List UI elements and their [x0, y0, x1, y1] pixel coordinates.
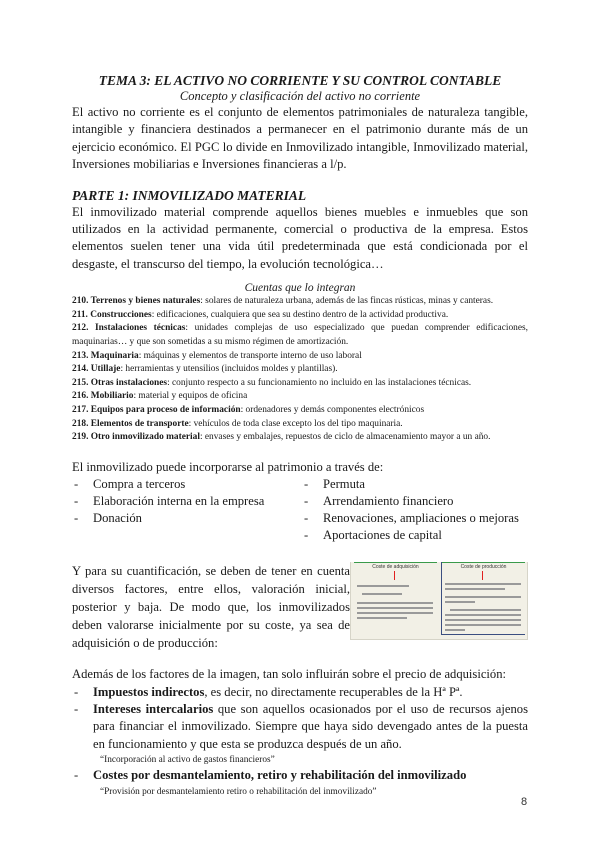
list-item [302, 476, 528, 493]
list-item-text: Renovaciones, ampliaciones o mejoras [323, 511, 519, 526]
factors-intro: Además de los factores de la imagen, tan solo influirán sobre el precio de adquisición: [72, 667, 506, 682]
account-name: Terrenos y bienes naturales [90, 296, 201, 307]
list-item-text: Elaboración interna en la empresa [93, 494, 265, 509]
account-name: Otro inmovilizado material [90, 432, 200, 443]
accounts-list [72, 295, 528, 445]
incorporation-left-list [72, 476, 302, 544]
account-code-name [72, 296, 200, 306]
account-description: : edificaciones, cualquiera que sea su destino dentro de la actividad productiva. [151, 309, 449, 320]
account-code-name [72, 364, 120, 374]
factor-text [93, 684, 463, 701]
account-name: Utillaje [90, 364, 121, 375]
acquisition-cost-title: Coste de adquisición [354, 562, 437, 570]
list-dash: - [74, 494, 79, 509]
factor-text [93, 767, 466, 784]
list-item-text: Donación [93, 511, 142, 526]
account-code-name [72, 351, 139, 361]
account-code: 210. [72, 296, 91, 307]
incorporation-right-list [302, 476, 528, 544]
page-number: 8 [521, 796, 528, 808]
factor-title: Costes por desmantelamiento, retiro y rehabilitación del inmovilizado [93, 768, 467, 783]
list-item [72, 510, 302, 527]
list-dash: - [304, 477, 309, 492]
account-code: 219. [72, 432, 91, 443]
account-code: 217. [72, 405, 91, 415]
account-code: 212. [72, 323, 95, 334]
accounts-heading: Cuentas que lo integran [244, 282, 356, 295]
account-name: Instalaciones técnicas [94, 323, 186, 334]
list-dash: - [304, 494, 309, 509]
account-item [72, 295, 528, 309]
account-item [72, 390, 528, 404]
account-description: : solares de naturaleza urbana, además de las fincas rústicas, minas y canteras. [200, 296, 494, 307]
factor-note: “Incorporación al activo de gastos financieros” [100, 755, 275, 766]
account-item [72, 431, 528, 445]
account-name: Mobiliario [90, 391, 134, 402]
factor-item [72, 701, 528, 753]
account-code: 211. [72, 309, 91, 320]
account-description: : unidades complejas de uso especializado que puedan comprender edificaciones, maquinarias… y que son sometidas a su mismo régimen de amortización. [72, 323, 528, 348]
production-cost-box [441, 562, 525, 635]
list-dash: - [304, 511, 309, 526]
quantification-paragraph: Y para su cuantificación, se deben de tener en cuenta diversos factores, entre ellos, valoración inicial, posterior y baja. De modo que, los inmovilizados deben valorarse inicialmente por su coste, ya sea de adquisición o de producción: [72, 564, 350, 651]
account-code: 213. [72, 350, 91, 361]
list-item [72, 476, 302, 493]
factor-note: “Provisión por desmantelamiento retiro o rehabilitación del inmovilizado” [100, 786, 377, 797]
list-item-text: Permuta [323, 477, 365, 492]
account-code-name [72, 405, 241, 415]
factor-text [93, 701, 528, 753]
list-item [72, 493, 302, 510]
list-dash: - [74, 511, 79, 526]
account-description: : ordenadores y demás componentes electrónicos [240, 405, 425, 415]
list-item [302, 527, 528, 544]
factor-description: que son aquellos ocasionados por el uso de recursos ajenos para financiar el inmovilizado. Siempre que haya sido devengado antes de la puesta en funcionamiento y que esta se produzca después de un año. [93, 702, 528, 751]
document-subtitle: Concepto y clasificación del activo no corriente [179, 89, 421, 103]
account-code: 214. [72, 364, 91, 375]
account-item [72, 350, 528, 364]
list-item-text: Arrendamiento financiero [323, 494, 454, 509]
account-name: Equipos para proceso de información [90, 405, 241, 415]
account-code: 216. [72, 391, 91, 402]
account-description: : conjunto respecto a su funcionamiento no incluido en las instalaciones técnicas. [167, 377, 472, 388]
list-item [302, 510, 528, 527]
account-description: : vehículos de toda clase excepto los del tipo maquinaria. [188, 418, 403, 429]
list-dash: - [74, 477, 79, 492]
account-name: Construcciones [90, 309, 152, 320]
page-content [72, 72, 528, 799]
intro-paragraph: El activo no corriente es el conjunto de elementos patrimoniales de naturaleza tangible, intangible y financiera destinados a permanecer en el patrimonio durante más de un ejercicio económico. El PGC lo divide en Inmovilizado intangible, Inmovilizado material, Inversiones mobiliarias e Inversiones financieras a l/p. [72, 105, 528, 172]
account-code-name [72, 391, 133, 401]
account-description: : envases y embalajes, repuestos de ciclo de almacenamiento mayor a un año. [199, 432, 491, 443]
account-name: Otras instalaciones [90, 377, 168, 388]
account-item [72, 363, 528, 377]
account-item [72, 377, 528, 391]
account-code-name [72, 310, 152, 320]
factor-item [72, 767, 528, 784]
acquisition-cost-box [354, 562, 437, 634]
factor-title: Impuestos indirectos [93, 684, 205, 699]
list-dash: - [74, 702, 79, 716]
account-code-name [72, 419, 189, 429]
account-item [72, 404, 528, 418]
factor-title: Intereses intercalarios [93, 702, 214, 716]
account-item [72, 418, 528, 432]
account-code: 218. [72, 418, 91, 429]
factors-list [72, 684, 528, 799]
factors-section [72, 666, 528, 798]
account-code-name [72, 323, 185, 333]
list-item-text: Compra a terceros [93, 477, 186, 492]
cost-diagram-image [350, 562, 528, 640]
account-name: Elementos de transporte [90, 418, 189, 429]
factor-item [72, 684, 528, 701]
account-item [72, 309, 528, 323]
factor-description: , es decir, no directamente recuperables de la Hª Pª. [204, 684, 463, 699]
list-dash: - [74, 768, 79, 783]
account-name: Maquinaria [90, 350, 139, 361]
list-dash: - [74, 684, 79, 699]
list-dash: - [304, 528, 309, 543]
production-cost-title: Coste de producción [442, 562, 525, 570]
account-description: : máquinas y elementos de transporte interno de uso laboral [138, 350, 362, 361]
incorporation-lists [72, 476, 528, 544]
incorporation-intro: El inmovilizado puede incorporarse al patrimonio a través de: [72, 459, 384, 474]
account-description: : material y equipos de oficina [133, 391, 248, 402]
quantification-section [72, 562, 528, 652]
account-item [72, 322, 528, 349]
list-item [302, 493, 528, 510]
arrow-down-icon [394, 571, 395, 580]
list-item-text: Aportaciones de capital [323, 528, 442, 543]
account-code: 215. [72, 377, 91, 388]
part1-paragraph: El inmovilizado material comprende aquellos bienes muebles e inmuebles que son utilizados en la actividad permanente, comercial o productiva de la empresa. Estos elementos suelen tener una vida útil predeterminada que está condicionada por el desgaste, el transcurso del tiempo, la evolución tecnológica… [72, 204, 528, 271]
account-description: : herramientas y utensilios (incluidos moldes y plantillas). [120, 364, 338, 375]
part1-heading: PARTE 1: INMOVILIZADO MATERIAL [72, 187, 307, 203]
account-code-name [72, 432, 200, 442]
document-title: TEMA 3: EL ACTIVO NO CORRIENTE Y SU CONTROL CONTABLE [98, 73, 502, 88]
arrow-down-icon [482, 571, 483, 580]
account-code-name [72, 378, 167, 388]
